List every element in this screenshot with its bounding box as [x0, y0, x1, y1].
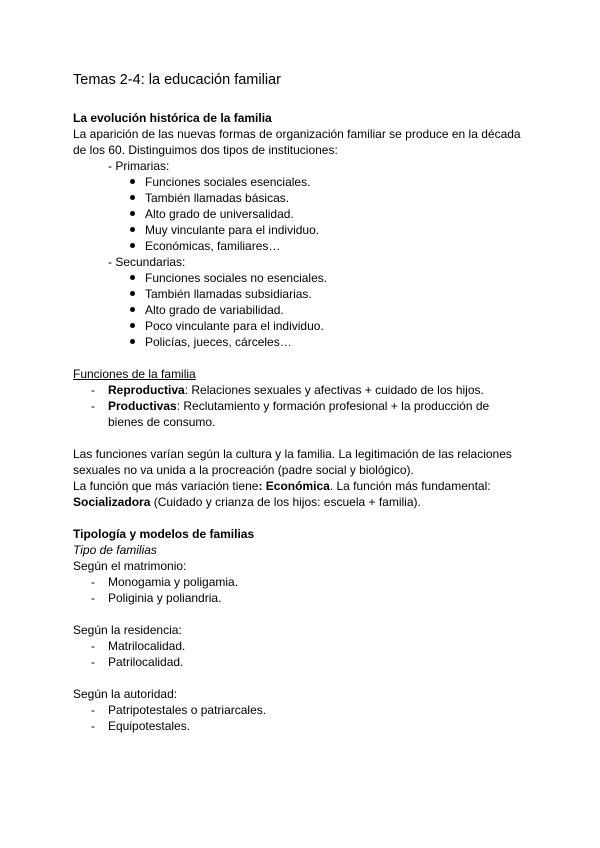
list-item-continuation: bienes de consumo.	[108, 415, 216, 429]
list-item: Poco vinculante para el individuo.	[145, 319, 324, 333]
bullet-icon	[130, 195, 135, 200]
list-item: También llamadas subsidiarias.	[145, 287, 312, 301]
paragraph-line	[73, 478, 491, 494]
paragraph-line: Las funciones varían según la cultura y la familia. La legitimación de las relaciones	[73, 447, 512, 461]
term-bold: Reproductiva	[108, 383, 185, 397]
text-span: . La función más fundamental:	[329, 479, 491, 493]
list-item: Patripotestales o patriarcales.	[108, 703, 267, 717]
paragraph-line: sexuales no va unida a la procreación (padre social y biológico).	[73, 463, 414, 477]
dash-icon: -	[91, 655, 95, 669]
bullet-icon	[130, 179, 135, 184]
list-item: También llamadas básicas.	[145, 191, 290, 205]
dash-icon: -	[91, 719, 95, 733]
section-heading-funciones: Funciones de la familia	[73, 367, 196, 381]
list-item: Matrilocalidad.	[108, 639, 186, 653]
term-bold: Productivas	[108, 399, 177, 413]
list-item-reproductiva	[108, 382, 484, 398]
bullet-icon	[130, 243, 135, 248]
list-item: Monogamia y poligamia.	[108, 575, 239, 589]
list-label-secundarias: - Secundarias:	[108, 255, 186, 269]
text-span: (Cuidado y crianza de los hijos: escuela + familia).	[150, 495, 421, 509]
group-label: Según la residencia:	[73, 623, 182, 637]
term-bold: Socializadora	[73, 495, 151, 509]
list-item: Alto grado de variabilidad.	[145, 303, 284, 317]
section-heading-tipologia: Tipología y modelos de familias	[73, 527, 255, 541]
term-description: : Relaciones sexuales y afectivas + cuidado de los hijos.	[184, 383, 484, 397]
list-item: Patrilocalidad.	[108, 655, 184, 669]
dash-icon: -	[91, 591, 95, 605]
list-item-productivas	[108, 398, 489, 414]
subheading-tipo-familias: Tipo de familias	[73, 543, 157, 557]
page-title: Temas 2-4: la educación familiar	[73, 72, 281, 88]
group-label: Según el matrimonio:	[73, 559, 187, 573]
text-span: La función que más variación tiene	[73, 479, 259, 493]
bullet-icon	[130, 323, 135, 328]
list-item: Policías, jueces, cárceles…	[145, 335, 292, 349]
bullet-icon	[130, 275, 135, 280]
dash-icon: -	[91, 639, 95, 653]
dash-icon: -	[91, 575, 95, 589]
section-heading-evolucion: La evolución histórica de la familia	[73, 111, 272, 125]
dash-icon: -	[91, 383, 95, 397]
bullet-icon	[130, 227, 135, 232]
paragraph-line: La aparición de las nuevas formas de organización familiar se produce en la década	[73, 127, 521, 141]
list-label-primarias: - Primarias:	[108, 159, 170, 173]
bullet-icon	[130, 291, 135, 296]
list-item: Poliginia y poliandria.	[108, 591, 222, 605]
paragraph-line: de los 60. Distinguimos dos tipos de instituciones:	[73, 143, 338, 157]
term-description: : Reclutamiento y formación profesional + la producción de	[176, 399, 490, 413]
bullet-icon	[130, 339, 135, 344]
bullet-icon	[130, 307, 135, 312]
dash-icon: -	[91, 399, 95, 413]
group-label: Según la autoridad:	[73, 687, 178, 701]
list-item: Funciones sociales esenciales.	[145, 175, 311, 189]
list-item: Funciones sociales no esenciales.	[145, 271, 328, 285]
dash-icon: -	[91, 703, 95, 717]
list-item: Alto grado de universalidad.	[145, 207, 294, 221]
bullet-icon	[130, 211, 135, 216]
list-item: Equipotestales.	[108, 719, 191, 733]
list-item: Muy vinculante para el individuo.	[145, 223, 320, 237]
paragraph-line	[73, 494, 421, 510]
term-bold: : Económica	[258, 479, 330, 493]
list-item: Económicas, familiares…	[145, 239, 281, 253]
